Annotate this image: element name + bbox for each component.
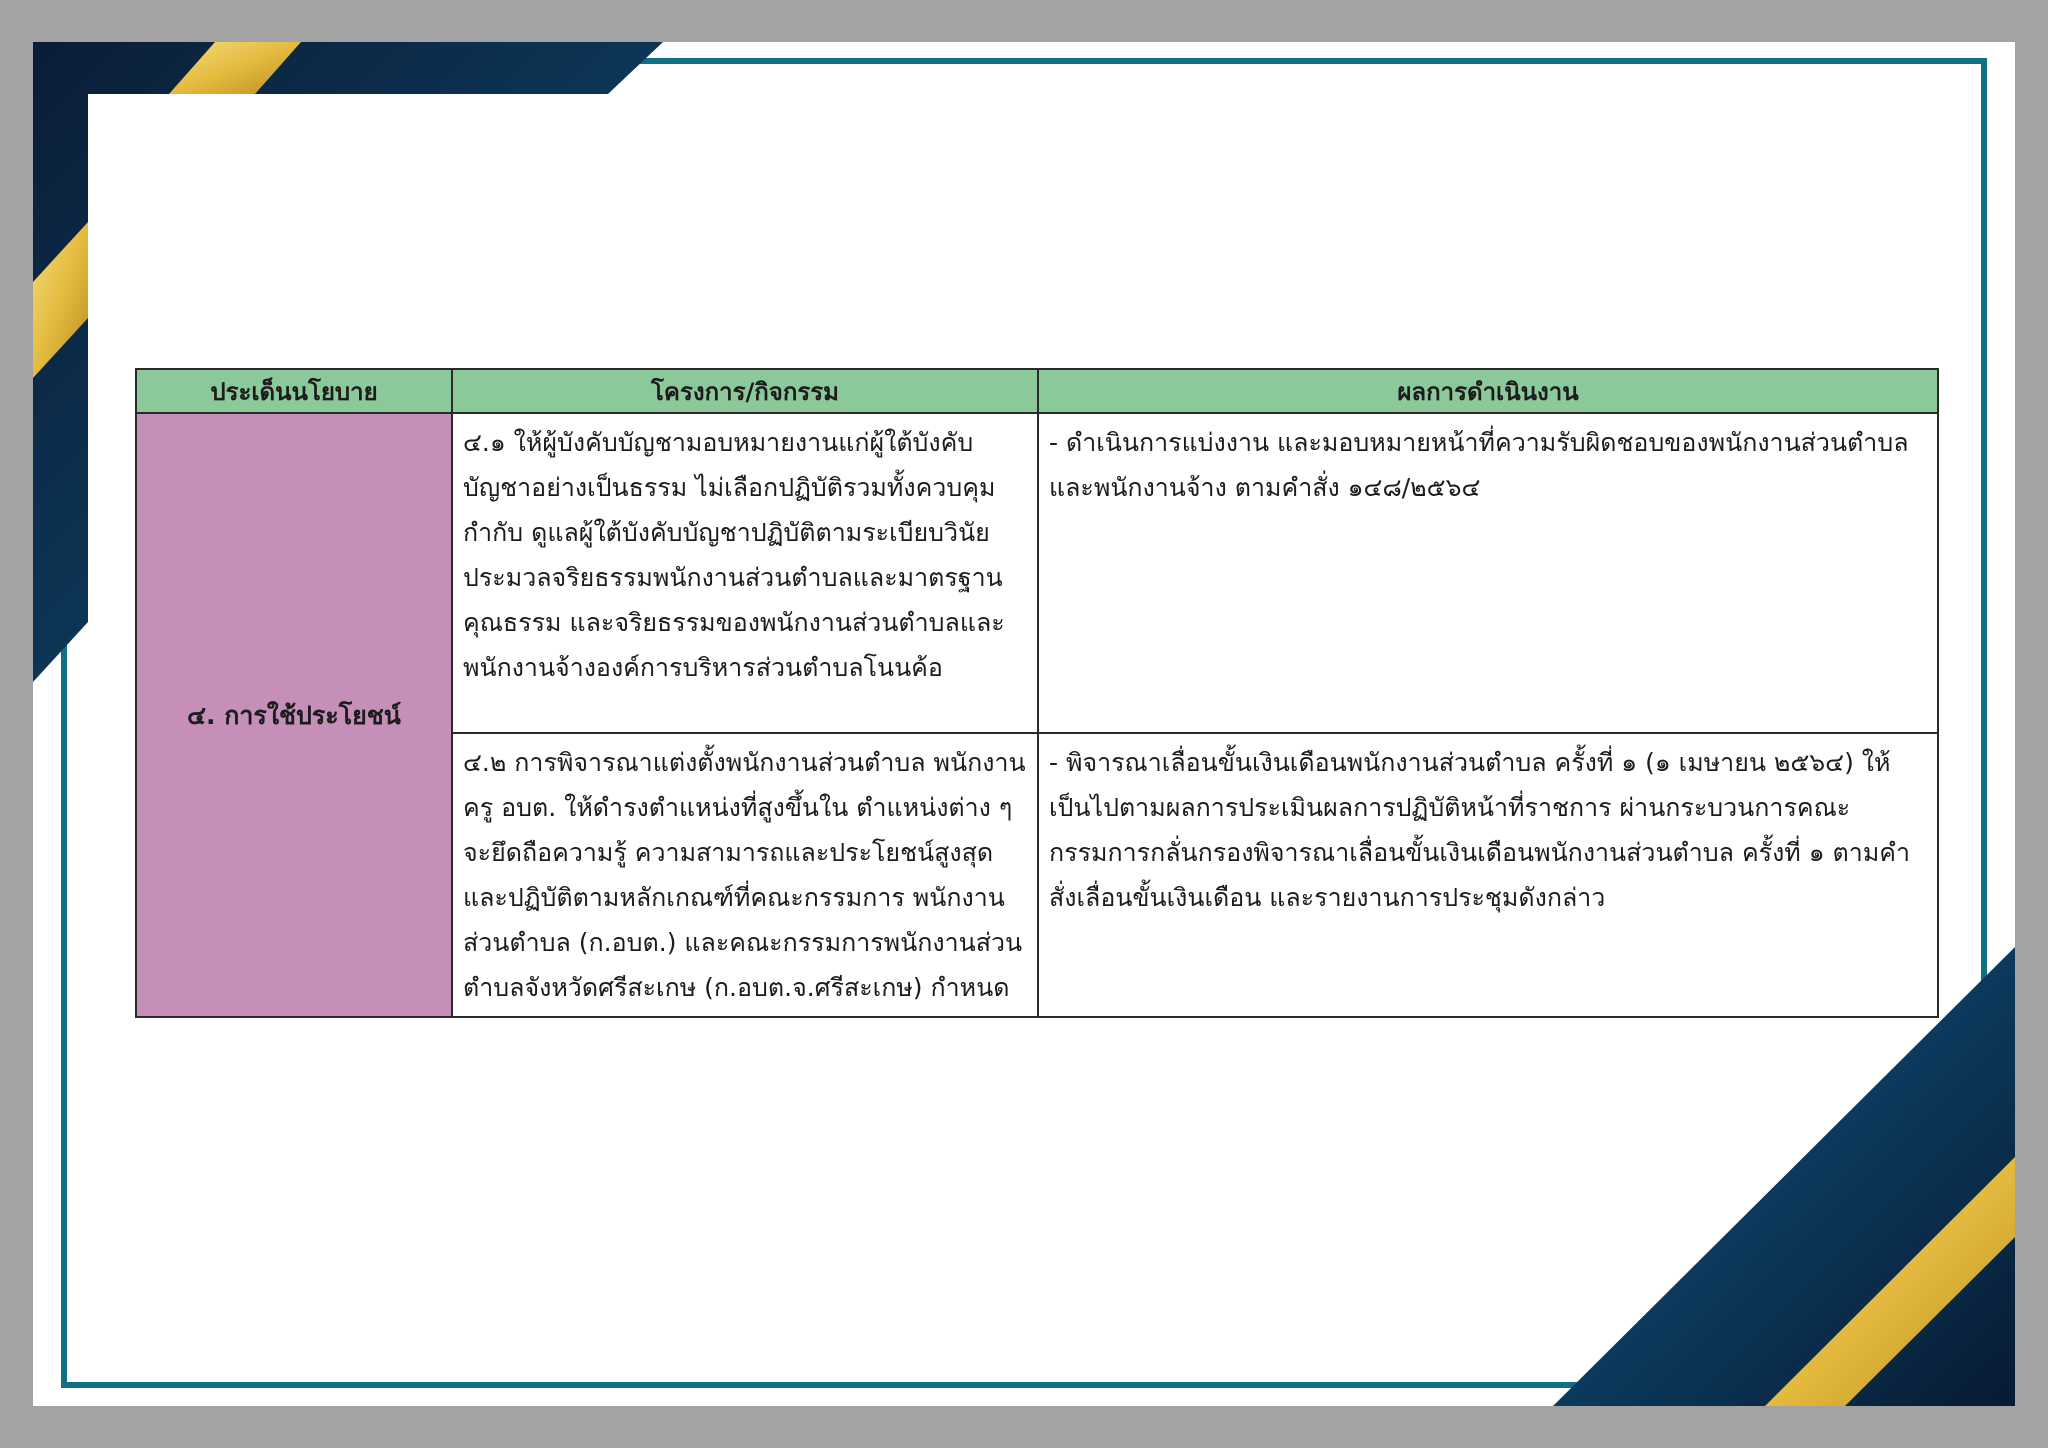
policy-issue-cell: ๔. การใช้ประโยชน์ [136,413,452,1017]
result-cell: - พิจารณาเลื่อนขั้นเงินเดือนพนักงานส่วนตำบล ครั้งที่ ๑ (๑ เมษายน ๒๕๖๔) ให้เป็นไปตามผลการประเมินผลการปฏิบัติหน้าที่ราชการ ผ่านกระบวนการคณะกรรมการกลั่นกรองพิจารณาเลื่อนขั้นเงินเดือนพนักงานส่วนตำบล ครั้งที่ ๑ ตามคำสั่งเลื่อนขั้นเงินเดือน และรายงานการประชุมดังกล่าว [1038,733,1938,1017]
activity-cell: ๔.๑ ให้ผู้บังคับบัญชามอบหมายงานแก่ผู้ใต้บังคับบัญชาอย่างเป็นธรรม ไม่เลือกปฏิบัติรวมทั้งควบคุม กำกับ ดูแลผู้ใต้บังคับบัญชาปฏิบัติตามระเบียบวินัย ประมวลจริยธรรมพนักงานส่วนตำบลและมาตรฐานคุณธรรม และจริยธรรมของพนักงานส่วนตำบลและพนักงานจ้างองค์การบริหารส่วนตำบลโนนค้อ [452,413,1038,733]
header-result: ผลการดำเนินงาน [1038,369,1938,413]
activity-cell: ๔.๒ การพิจารณาแต่งตั้งพนักงานส่วนตำบล พนักงานครู อบต. ให้ดำรงตำแหน่งที่สูงขึ้นใน ตำแหน่งต่าง ๆ จะยึดถือความรู้ ความสามารถและประโยชน์สูงสุดและปฏิบัติตามหลักเกณฑ์ที่คณะกรรมการ พนักงานส่วนตำบล (ก.อบต.) และคณะกรรมการพนักงานส่วนตำบลจังหวัดศรีสะเกษ (ก.อบต.จ.ศรีสะเกษ) กำหนด [452,733,1038,1017]
result-cell: - ดำเนินการแบ่งงาน และมอบหมายหน้าที่ความรับผิดชอบของพนักงานส่วนตำบลและพนักงานจ้าง ตามคำสั่ง ๑๔๘/๒๕๖๔ [1038,413,1938,733]
document-page [33,42,2015,1406]
policy-results-table [135,368,1939,1018]
header-policy-issue: ประเด็นนโยบาย [136,369,452,413]
table-header-row [136,369,1938,413]
table-row [136,413,1938,733]
header-activity: โครงการ/กิจกรรม [452,369,1038,413]
